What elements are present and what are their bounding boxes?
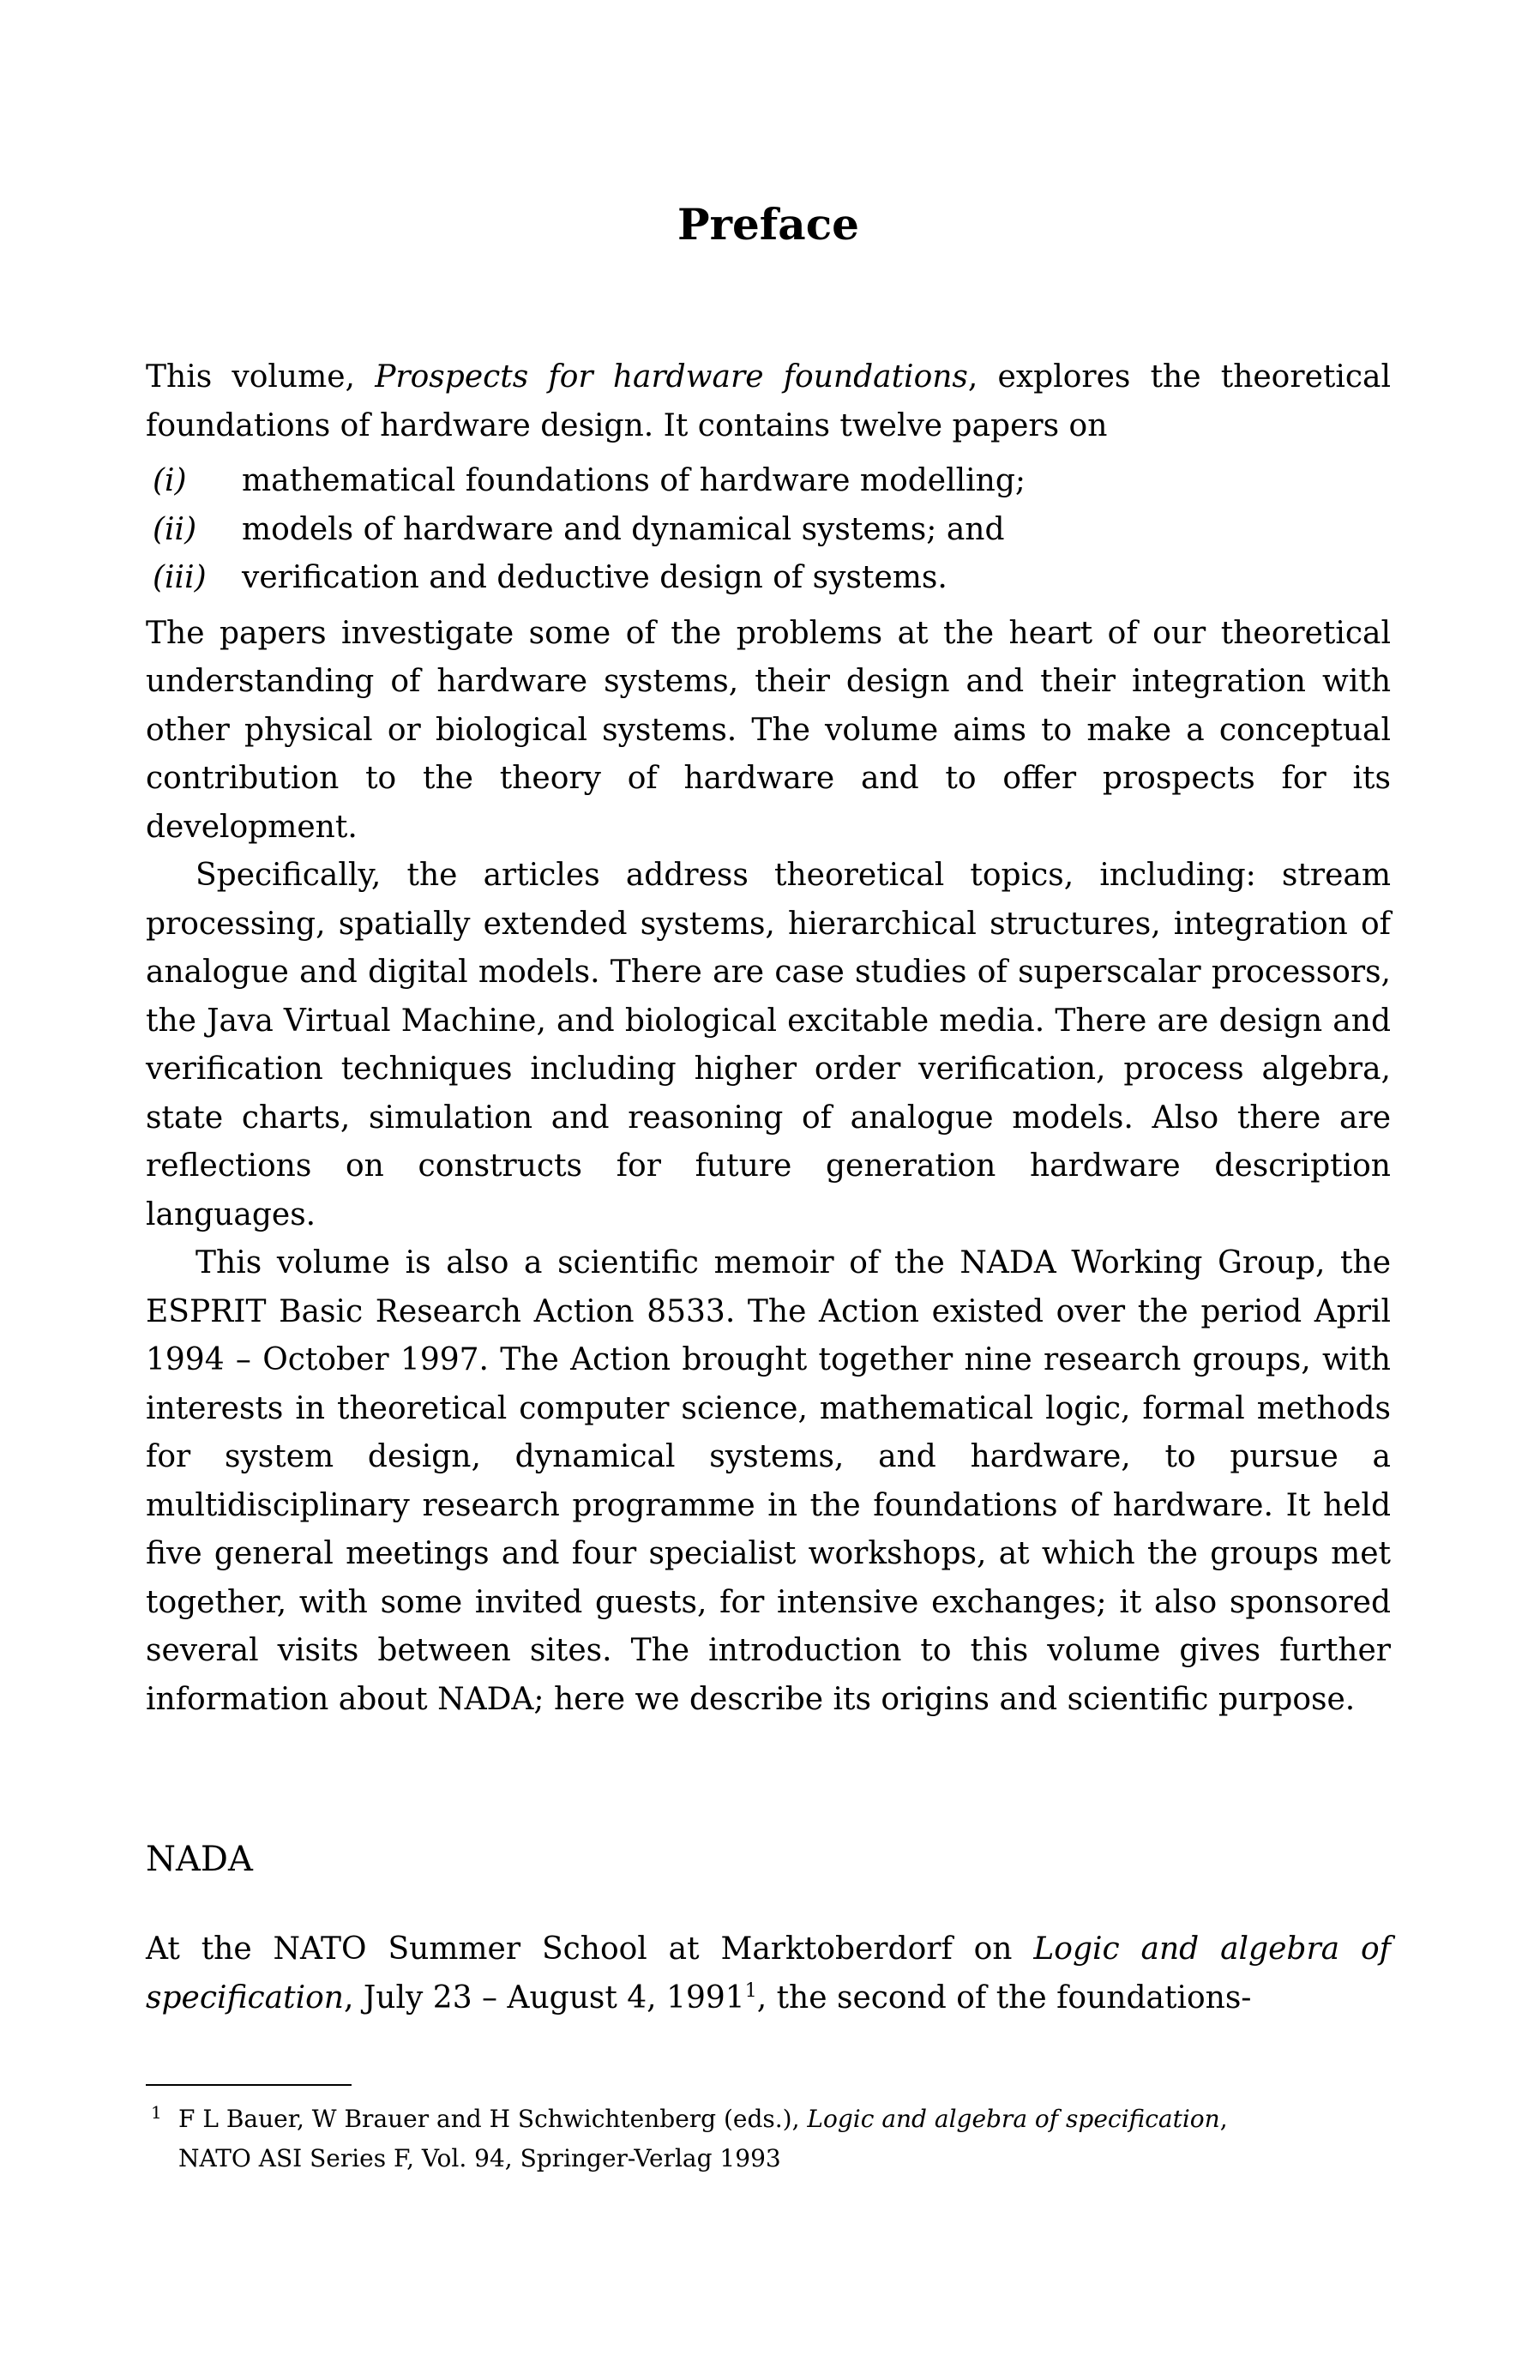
list-item-text: verification and deductive design of systems. [242, 560, 947, 595]
list-marker: (i) [153, 463, 187, 498]
footnote-line [146, 2100, 1391, 2139]
list-item [146, 457, 1391, 506]
intro-paragraph [146, 353, 1391, 450]
footnote [146, 2100, 1391, 2178]
footnote-text-end: , [1219, 2105, 1228, 2133]
topic-list [146, 457, 1391, 603]
paragraph: This volume is also a scientific memoir of the NADA Working Group, the ESPRIT Basic Research Action 8533. The Action existed over the period April 1994 – October 1997. The Action brought together nine research groups, with interests in theoretical computer science, mathematical logic, formal methods for system design, dynamical systems, and hardware, to pursue a multidisciplinary research programme in the foundations of hardware. It held five general meetings and four specialist workshops, at which the groups met together, with some invited guests, for intensive exchanges; it also sponsored several visits between sites. The introduction to this volume gives further information about NADA; here we describe its origins and scientific purpose. [146, 1245, 1391, 1717]
list-item-text: models of hardware and dynamical systems; and [242, 511, 1005, 547]
section-text-date: , July 23 – August 4, 1991 [343, 1979, 745, 2015]
section-heading: NADA [146, 1840, 253, 1879]
list-item [146, 554, 1391, 603]
footnote-divider [146, 2084, 352, 2086]
footnote-book-title: Logic and algebra of specification [807, 2105, 1220, 2133]
section-body [146, 1925, 1391, 2022]
intro-text-cont: , explores the theoretical foundations of hardware design. It contains twelve papers on [146, 359, 1391, 443]
school-title: Logic and algebra of specification [146, 1931, 1391, 2015]
page-title: Preface [677, 199, 859, 250]
section-text-cont: , the second of the foundations- [756, 1979, 1252, 2015]
footnote-line-2: NATO ASI Series F, Vol. 94, Springer-Verlag 1993 [178, 2144, 781, 2172]
list-item [146, 506, 1391, 555]
footnote-ref[interactable]: 1 [744, 1979, 757, 2002]
volume-title: Prospects for hardware foundations [375, 359, 968, 395]
footnote-number: 1 [151, 2102, 162, 2123]
paragraph: Specifically, the articles address theoretical topics, including: stream processing, spatially extended systems, hierarchical structures, integration of analogue and digital models. There are case studies of superscalar processors, the Java Virtual Machine, and biological excitable media. There are design and verification techniques including higher order verification, process algebra, state charts, simulation and reasoning of analogue models. Also there are reflections on constructs for future generation hardware description languages. [146, 858, 1391, 1232]
list-item-text: mathematical foundations of hardware modelling; [242, 463, 1026, 498]
paragraph [146, 1925, 1391, 2022]
list-marker: (ii) [153, 511, 197, 547]
intro-text: This volume, [146, 359, 376, 395]
paragraph: The papers investigate some of the problems at the heart of our theoretical understanding of hardware systems, their design and their integration with other physical or biological systems. The volume aims to make a conceptual contribution to the theory of hardware and to offer prospects for its development. [146, 615, 1391, 845]
list-marker: (iii) [153, 560, 207, 595]
footnote-text: F L Bauer, W Brauer and H Schwichtenberg (eds.), [178, 2105, 808, 2133]
section-text: At the NATO Summer School at Marktoberdorf on [146, 1931, 1034, 1967]
preface-body [146, 353, 1391, 1724]
